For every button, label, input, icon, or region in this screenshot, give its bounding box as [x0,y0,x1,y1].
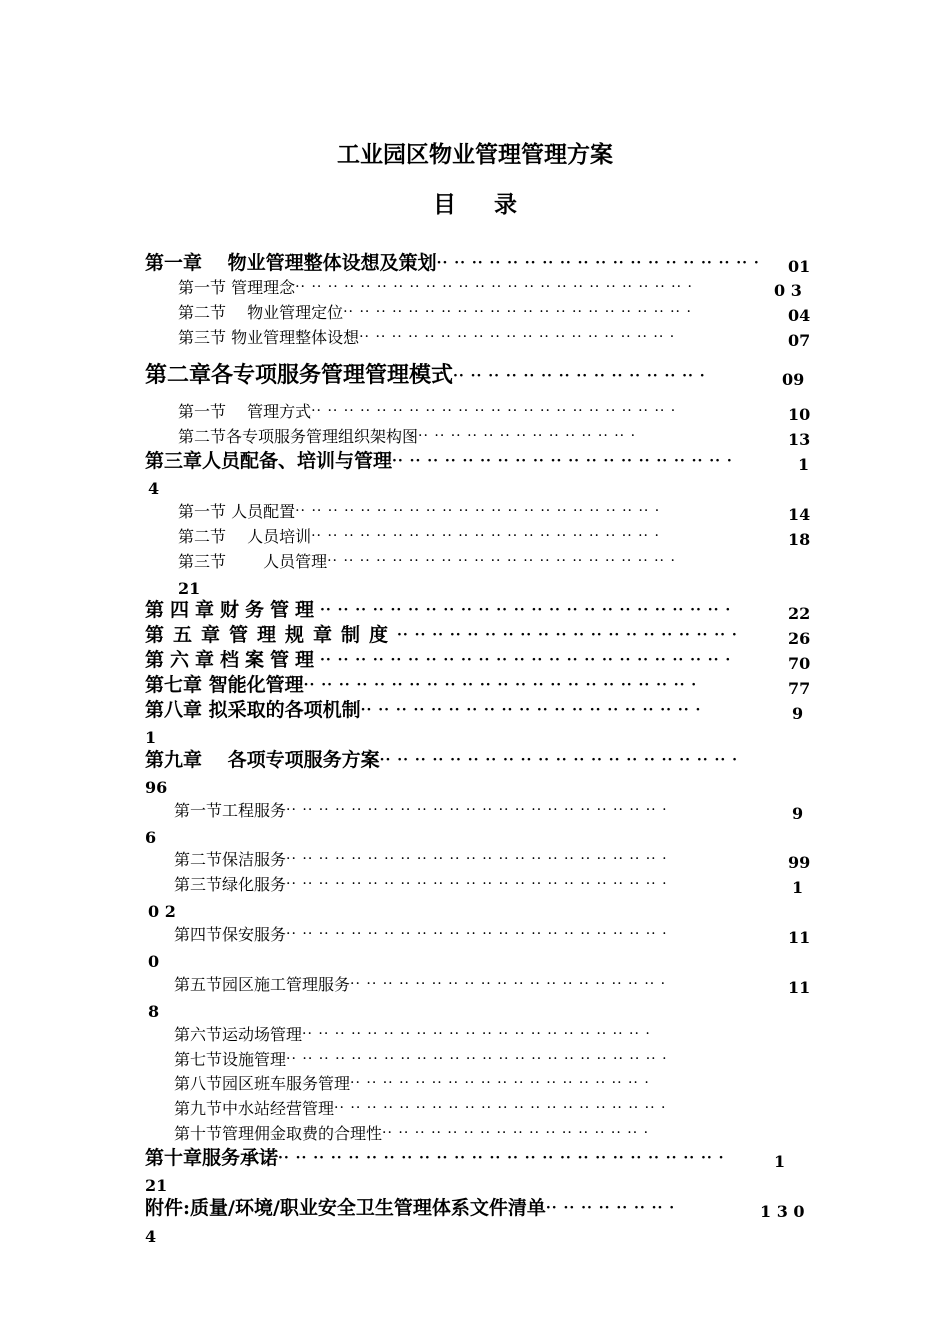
toc-label: 第二节 人员培训 [178,527,312,546]
toc-page-number-wrap: 0 [148,952,160,971]
toc-page-number: 1 [774,1152,786,1171]
toc-section-9-8[interactable] [174,1076,650,1092]
toc-section-1-2[interactable] [178,305,692,321]
toc-label: 附件:质量/环境/职业安全卫生管理体系文件清单 [145,1197,546,1219]
toc-appendix[interactable] [145,1199,675,1218]
leader-dots: ·· ·· ·· ·· ·· ·· ·· ·· ·· ·· ·· ·· ·· ·· · [453,368,706,384]
toc-label: 第十章服务承诺 [145,1147,279,1169]
toc-section-9-10[interactable] [174,1126,649,1142]
toc-page-number: 11 [788,978,811,997]
toc-label: 第十节管理佣金取费的合理性 [174,1124,383,1143]
toc-chapter-1[interactable] [145,254,760,273]
leader-dots: ·· ·· ·· ·· ·· ·· ·· ·· ·· ·· ·· ·· ·· ·· ·· ·· ·· ·· ·· ·· · [334,1100,667,1116]
toc-page-number: 9 [792,804,804,823]
leader-dots: ·· ·· ·· ·· ·· ·· ·· ·· ·· ·· ·· ·· ·· ·· ·· ·· ·· ·· ·· ·· · [379,752,738,768]
toc-chapter-3[interactable] [145,452,733,471]
toc-chapter-5[interactable] [145,626,738,645]
toc-heading: 目录 [433,191,555,218]
leader-dots: ·· ·· ·· ·· ·· ·· ·· ·· ·· ·· ·· ·· ·· ·· ·· ·· ·· ·· ·· · [359,329,676,345]
leader-dots: ·· ·· ·· ·· ·· ·· ·· ·· ·· ·· ·· ·· ·· ·· ·· ·· ·· ·· ·· ·· ·· · [302,1026,651,1042]
toc-page-number: 04 [788,306,811,325]
toc-page-number: 70 [788,654,811,673]
toc-page-number-wrap: 21 [145,1176,168,1195]
toc-page-number: 01 [788,257,811,276]
leader-dots: ·· ·· ·· ·· ·· ·· ·· ·· ·· ·· ·· ·· ·· · [418,428,637,444]
toc-section-9-6[interactable] [174,1027,651,1043]
leader-dots: ·· ·· ·· ·· ·· ·· ·· ·· ·· ·· ·· ·· ·· ·· ·· ·· ·· ·· ·· ·· ·· ·· ·· ·· · [295,279,693,295]
document-title: 工业园区物业管理管理方案 [337,141,613,168]
toc-page-number: 1 3 0 [760,1202,805,1221]
toc-page-number: 77 [788,679,811,698]
leader-dots: ·· ·· ·· ·· ·· ·· ·· ·· ·· ·· ·· ·· ·· ·· ·· ·· ·· ·· · [436,255,760,271]
leader-dots: ·· ·· ·· ·· ·· ·· ·· ·· ·· ·· ·· ·· ·· ·· ·· ·· ·· ·· ·· · [397,627,738,643]
toc-label: 第二节保洁服务 [174,850,287,869]
toc-chapter-2[interactable] [145,364,706,386]
toc-label: 第四章财务管理 [145,599,321,621]
toc-page-number: 22 [788,604,811,623]
toc-label: 第一节 人员配置 [178,502,296,521]
toc-label: 第七节设施管理 [174,1050,287,1069]
toc-page-number-wrap: 4 [148,479,160,498]
leader-dots: ·· ·· ·· ·· ·· ·· ·· ·· ·· ·· ·· ·· ·· ·· ·· ·· ·· ·· ·· ·· ·· ·· ·· · [286,1051,668,1067]
leader-dots: ·· ·· ·· ·· ·· ·· ·· ·· ·· ·· ·· ·· ·· ·· ·· ·· ·· ·· ·· ·· ·· ·· ·· · [286,851,668,867]
toc-page-number: 1 [798,455,810,474]
toc-label: 第一节 管理方式 [178,402,312,421]
toc-section-9-9[interactable] [174,1101,666,1117]
toc-label: 第六章档案管理 [145,649,321,671]
leader-dots: ·· ·· ·· ·· ·· ·· ·· ·· ·· ·· ·· ·· ·· ·· ·· ·· · [382,1125,650,1141]
toc-page-number: 99 [788,853,811,872]
toc-page-number: 14 [788,505,811,524]
leader-dots: ·· ·· ·· ·· ·· ·· ·· ·· ·· ·· ·· ·· ·· ·· ·· ·· ·· ·· ·· ·· ·· · [327,553,676,569]
leader-dots: ·· ·· ·· ·· ·· ·· ·· ·· ·· ·· ·· ·· ·· ·· ·· ·· ·· ·· ·· · [360,702,702,718]
leader-dots: ·· ·· ·· ·· ·· ·· ·· ·· ·· ·· ·· ·· ·· ·· ·· ·· ·· ·· ·· ·· ·· ·· ·· · [320,652,732,668]
leader-dots: ·· ·· ·· ·· ·· ·· ·· ·· ·· ·· ·· ·· ·· ·· ·· ·· ·· ·· ·· · [350,976,667,992]
toc-page-number-wrap: 1 [145,728,157,747]
toc-section-9-4[interactable] [174,927,668,943]
toc-label: 第一章 物业管理整体设想及策划 [145,252,437,274]
leader-dots: ·· ·· ·· ·· ·· ·· ·· ·· ·· ·· ·· ·· ·· ·· ·· ·· ·· ·· ·· ·· ·· ·· · [311,403,677,419]
toc-label: 第五章管理规章制度 [145,624,398,646]
toc-section-1-3[interactable] [178,330,675,346]
toc-page-number: 1 [792,878,804,897]
leader-dots: ·· ·· ·· ·· ·· ·· ·· · [545,1200,676,1216]
toc-page-number-wrap: 8 [148,1002,160,1021]
toc-page-number-wrap: 6 [145,828,157,847]
toc-section-2-2[interactable] [178,429,636,445]
toc-label: 第六节运动场管理 [174,1025,303,1044]
toc-page-number: 07 [788,331,811,350]
leader-dots: ·· ·· ·· ·· ·· ·· ·· ·· ·· ·· ·· ·· ·· ·· ·· ·· ·· ·· ·· ·· ·· ·· · [295,503,661,519]
toc-label: 第三章人员配备、培训与管理 [145,450,393,472]
leader-dots: ·· ·· ·· ·· ·· ·· ·· ·· ·· ·· ·· ·· ·· ·· ·· ·· ·· ·· ·· · [392,453,733,469]
toc-label: 第四节保安服务 [174,925,287,944]
toc-page-number: 0 3 [774,281,802,300]
toc-label: 第八章 拟采取的各项机制 [145,699,361,721]
toc-section-1-1[interactable] [178,280,693,296]
toc-label: 第二节各专项服务管理组织架构图 [178,427,419,446]
leader-dots: ·· ·· ·· ·· ·· ·· ·· ·· ·· ·· ·· ·· ·· ·· ·· ·· ·· ·· ·· ·· ·· ·· ·· · [286,802,668,818]
toc-section-2-1[interactable] [178,404,676,420]
toc-page-number: 13 [788,430,811,449]
toc-label: 第一节工程服务 [174,801,287,820]
toc-chapter-6[interactable] [145,651,731,670]
leader-dots: ·· ·· ·· ·· ·· ·· ·· ·· ·· ·· ·· ·· ·· ·· ·· ·· ·· ·· · [350,1075,650,1091]
toc-label: 第九章 各项专项服务方案 [145,749,380,771]
leader-dots: ·· ·· ·· ·· ·· ·· ·· ·· ·· ·· ·· ·· ·· ·· ·· ·· ·· ·· ·· ·· ·· ·· ·· ·· ·· · [278,1150,725,1166]
leader-dots: ·· ·· ·· ·· ·· ·· ·· ·· ·· ·· ·· ·· ·· ·· ·· ·· ·· ·· ·· ·· ·· · [343,304,692,320]
toc-label: 第九节中水站经营管理 [174,1099,335,1118]
toc-label: 第三节 物业管理整体设想 [178,328,360,347]
toc-chapter-10[interactable] [145,1149,724,1168]
toc-page-number: 18 [788,530,811,549]
toc-label: 第七章 智能化管理 [145,674,304,696]
toc-chapter-4[interactable] [145,601,731,620]
toc-page-number: 11 [788,928,811,947]
toc-chapter-9[interactable] [145,751,738,770]
toc-label: 第五节园区施工管理服务 [174,975,351,994]
toc-label: 第二节 物业管理定位 [178,303,344,322]
toc-label: 第三节绿化服务 [174,875,287,894]
toc-page-number-wrap: 4 [145,1227,157,1246]
leader-dots: ·· ·· ·· ·· ·· ·· ·· ·· ·· ·· ·· ·· ·· ·· ·· ·· ·· ·· ·· ·· ·· ·· · [303,677,698,693]
toc-label: 第二章各专项服务管理管理模式 [145,362,454,388]
toc-page-number: 09 [782,370,805,389]
toc-chapter-8[interactable] [145,701,701,720]
toc-section-9-3[interactable] [174,877,668,893]
leader-dots: ·· ·· ·· ·· ·· ·· ·· ·· ·· ·· ·· ·· ·· ·· ·· ·· ·· ·· ·· ·· ·· ·· ·· · [320,602,732,618]
toc-page-number-wrap: 0 2 [148,902,176,921]
leader-dots: ·· ·· ·· ·· ·· ·· ·· ·· ·· ·· ·· ·· ·· ·· ·· ·· ·· ·· ·· ·· ·· ·· ·· · [286,876,668,892]
toc-section-9-5[interactable] [174,977,666,993]
toc-page-number-wrap: 21 [178,579,201,598]
toc-chapter-7[interactable] [145,676,697,695]
toc-section-3-1[interactable] [178,504,660,520]
toc-page-number: 9 [792,704,804,723]
toc-page-number: 10 [788,405,811,424]
toc-section-9-2[interactable] [174,852,668,868]
toc-label: 第一节 管理理念 [178,278,296,297]
toc-section-9-7[interactable] [174,1052,668,1068]
toc-label: 第八节园区班车服务管理 [174,1074,351,1093]
leader-dots: ·· ·· ·· ·· ·· ·· ·· ·· ·· ·· ·· ·· ·· ·· ·· ·· ·· ·· ·· ·· ·· ·· ·· · [286,926,668,942]
toc-page-number-wrap: 96 [145,778,168,797]
toc-label: 第三节 人员管理 [178,552,328,571]
leader-dots: ·· ·· ·· ·· ·· ·· ·· ·· ·· ·· ·· ·· ·· ·· ·· ·· ·· ·· ·· ·· ·· · [311,528,660,544]
toc-section-3-2[interactable] [178,529,660,545]
toc-section-3-3[interactable] [178,554,676,570]
toc-page-number: 26 [788,629,811,648]
toc-section-9-1[interactable] [174,803,668,819]
